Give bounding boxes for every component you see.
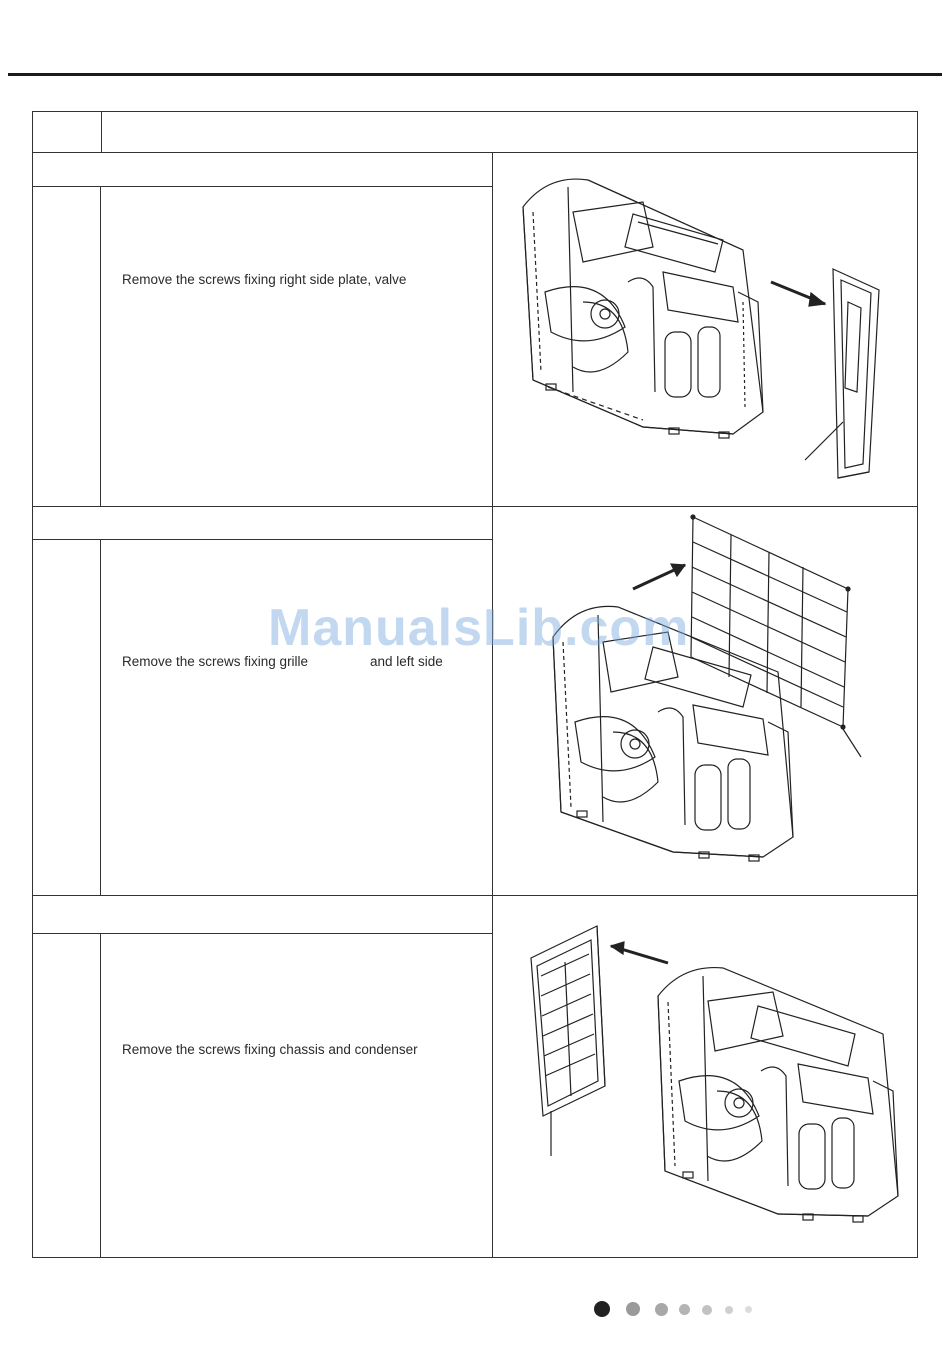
step-row-2 bbox=[33, 507, 917, 896]
header-column-divider bbox=[101, 112, 102, 152]
page-dot-3[interactable] bbox=[655, 1303, 668, 1316]
step-number-cell-2 bbox=[33, 540, 101, 896]
step-description-2b: and left side bbox=[370, 654, 443, 669]
disassembly-table bbox=[32, 111, 918, 1258]
page-dot-7[interactable] bbox=[745, 1306, 752, 1313]
step-row-3 bbox=[33, 896, 917, 1258]
step-description-cell-3 bbox=[101, 934, 492, 1258]
step-description-2a: Remove the screws fixing grille bbox=[122, 654, 309, 669]
page-dot-5[interactable] bbox=[702, 1305, 712, 1315]
watermark: ManualsLib.com bbox=[268, 599, 690, 657]
step-description-3: Remove the screws fixing chassis and condenser bbox=[122, 1042, 418, 1057]
step-figure-3 bbox=[492, 896, 917, 1258]
step-figure-1 bbox=[492, 152, 917, 506]
page-dot-1[interactable] bbox=[594, 1301, 610, 1317]
page-dot-6[interactable] bbox=[725, 1306, 733, 1314]
step-number-cell-1 bbox=[33, 187, 101, 506]
step-row-1 bbox=[33, 152, 917, 507]
page-dot-2[interactable] bbox=[626, 1302, 640, 1316]
page-indicator bbox=[594, 1301, 764, 1319]
page-dot-4[interactable] bbox=[679, 1304, 690, 1315]
step-description-cell-1 bbox=[101, 187, 492, 506]
header-rule bbox=[8, 73, 942, 76]
step-number-cell-3 bbox=[33, 934, 101, 1258]
step-description-cell-2 bbox=[101, 540, 492, 896]
step-figure-2 bbox=[492, 507, 917, 896]
step-title-cell-2 bbox=[33, 507, 492, 540]
outdoor-unit-grille-illustration bbox=[493, 507, 918, 896]
outdoor-unit-right-plate-illustration bbox=[493, 152, 918, 506]
table-header-row bbox=[33, 112, 917, 153]
outdoor-unit-condenser-illustration bbox=[493, 896, 918, 1258]
step-title-cell-3 bbox=[33, 896, 492, 934]
step-title-cell-1 bbox=[33, 152, 492, 187]
step-description-1: Remove the screws fixing right side plate, valve bbox=[122, 272, 407, 287]
